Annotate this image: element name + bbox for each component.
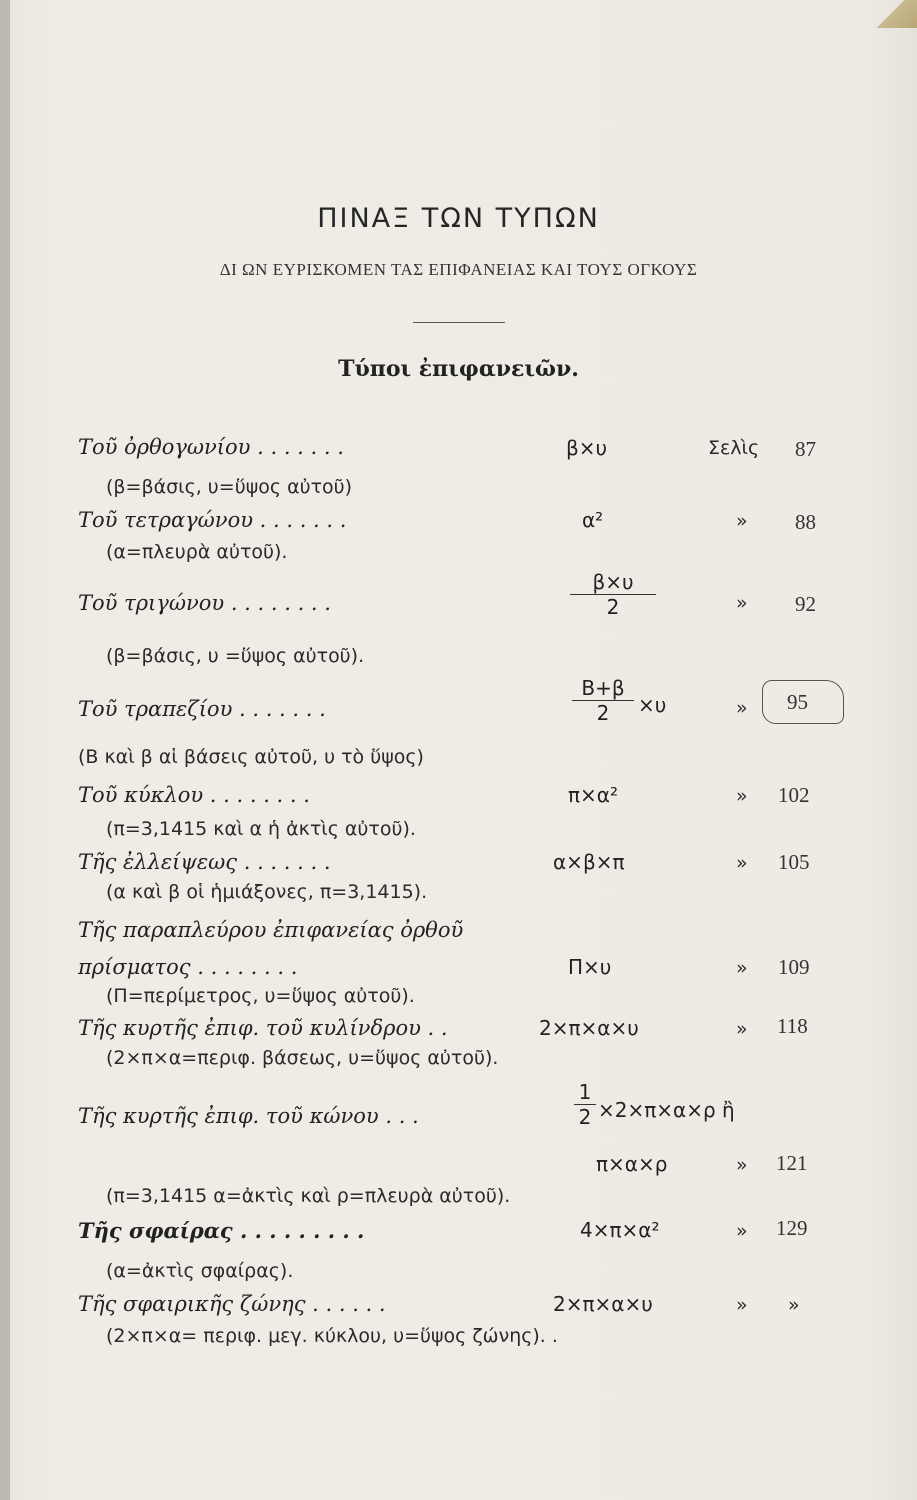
entry-note: (π=3,1415 καὶ α ἡ ἀκτὶς αὐτοῦ). — [106, 818, 416, 840]
entry-page-marker: » — [736, 510, 748, 532]
entry-note: (α καὶ β οἱ ἡμιάξονες, π=3,1415). — [106, 881, 428, 903]
entry-formula: Π×υ — [568, 955, 612, 979]
entry-page-number: 129 — [776, 1216, 808, 1240]
entry-page-number: 87 — [795, 437, 816, 461]
entry-page-marker: » — [736, 1018, 748, 1040]
entry-formula: 4×π×α² — [580, 1218, 660, 1242]
entry-page-marker: » — [736, 1294, 748, 1316]
fraction-denominator: 2 — [606, 595, 620, 619]
entry-formula: α×β×π — [553, 850, 625, 874]
entry-formula-suffix: ×2×π×α×ρ ἢ — [598, 1098, 735, 1122]
entry-note: (α=πλευρὰ αὐτοῦ). — [106, 541, 288, 563]
fraction-numerator: β×υ — [592, 570, 634, 594]
entry-page-number: 88 — [795, 510, 816, 534]
entry-note: (β=βάσις, υ =ὕψος αὐτοῦ). — [106, 645, 365, 667]
entry-formula-suffix: ×υ — [638, 693, 667, 717]
entry-name: Τῆς σφαίρας . . . . . . . . . — [78, 1218, 365, 1243]
entry-fraction — [572, 676, 634, 725]
entry-page-marker: » — [736, 852, 748, 874]
entry-page-number: 95 — [787, 690, 808, 714]
entry-note: (β=βάσις, υ=ὕψος αὐτοῦ) — [106, 476, 353, 498]
entry-note: (α=ἀκτὶς σφαίρας). — [106, 1260, 294, 1282]
entry-formula: β×υ — [566, 436, 608, 460]
entry-page-marker: » — [736, 1154, 748, 1176]
entry-note: (π=3,1415 α=ἀκτὶς καὶ ρ=πλευρὰ αὐτοῦ). — [106, 1185, 511, 1207]
entry-fraction — [570, 570, 656, 619]
entry-page-marker: » — [736, 957, 748, 979]
entry-page-number: » — [788, 1294, 800, 1316]
entry-page-marker: » — [736, 785, 748, 807]
entry-name: Τῆς κυρτῆς ἐπιφ. τοῦ κυλίνδρου . . — [78, 1016, 448, 1040]
entry-page-marker: » — [736, 592, 748, 614]
fraction-numerator: Β+β — [581, 676, 625, 700]
entry-name-continued: πρίσματος . . . . . . . . — [78, 955, 298, 979]
entry-note: (2×π×α= περιφ. μεγ. κύκλου, υ=ὕψος ζώνης). . — [106, 1325, 558, 1347]
page-subtitle: ΔΙ ΩΝ ΕΥΡΙΣΚΟΜΕΝ ΤΑΣ ΕΠΙΦΑΝΕΙΑΣ ΚΑΙ ΤΟΥΣ ΟΓΚΟΥΣ — [219, 260, 698, 279]
entry-formula-alt: π×α×ρ — [596, 1152, 668, 1176]
entry-name: Τοῦ κύκλου . . . . . . . . — [78, 783, 310, 807]
entry-note: (Β καὶ β αἱ βάσεις αὐτοῦ, υ τὸ ὕψος) — [78, 746, 424, 768]
entry-page-marker: » — [736, 1220, 748, 1242]
entry-formula: α² — [582, 508, 604, 532]
entry-name: Τοῦ τριγώνου . . . . . . . . — [78, 591, 331, 615]
entry-page-number: 105 — [778, 850, 810, 874]
entry-formula: π×α² — [568, 783, 618, 807]
entry-name: Τοῦ τραπεζίου . . . . . . . — [78, 697, 326, 721]
entry-page-number: 121 — [776, 1151, 808, 1175]
entry-fraction — [574, 1080, 596, 1129]
entry-note: (2×π×α=περιφ. βάσεως, υ=ὕψος αὐτοῦ). — [106, 1047, 499, 1069]
entry-name: Τῆς παραπλεύρου ἐπιφανείας ὀρθοῦ — [78, 918, 464, 942]
page-corner-stain — [877, 0, 917, 28]
entry-name: Τοῦ τετραγώνου . . . . . . . — [78, 508, 347, 532]
entry-page-marker: » — [736, 697, 748, 719]
entry-page-number: 109 — [778, 955, 810, 979]
entry-page-marker: Σελὶς — [708, 437, 760, 459]
entry-page-number: 92 — [795, 592, 816, 616]
section-heading: Τύποι ἐπιφανειῶν. — [338, 356, 579, 382]
fraction-denominator: 2 — [578, 1105, 592, 1129]
entry-note: (Π=περίμετρος, υ=ὕψος αὐτοῦ). — [106, 985, 415, 1007]
entry-page-number: 118 — [777, 1014, 808, 1038]
title-divider — [413, 322, 505, 323]
fraction-denominator: 2 — [596, 701, 610, 725]
entry-name: Τῆς σφαιρικῆς ζώνης . . . . . . — [78, 1292, 386, 1316]
entry-page-number: 102 — [778, 783, 810, 807]
entry-formula: 2×π×α×υ — [553, 1292, 653, 1316]
entry-name: Τῆς κυρτῆς ἐπιφ. τοῦ κώνου . . . — [78, 1104, 419, 1128]
fraction-numerator: 1 — [578, 1080, 592, 1104]
entry-formula: 2×π×α×υ — [539, 1016, 639, 1040]
entry-name: Τῆς ἐλλείψεως . . . . . . . — [78, 850, 331, 874]
entry-name: Τοῦ ὀρθογωνίου . . . . . . . — [78, 435, 344, 459]
page-title: ΠΙΝΑΞ ΤΩΝ ΤΥΠΩΝ — [317, 203, 600, 234]
